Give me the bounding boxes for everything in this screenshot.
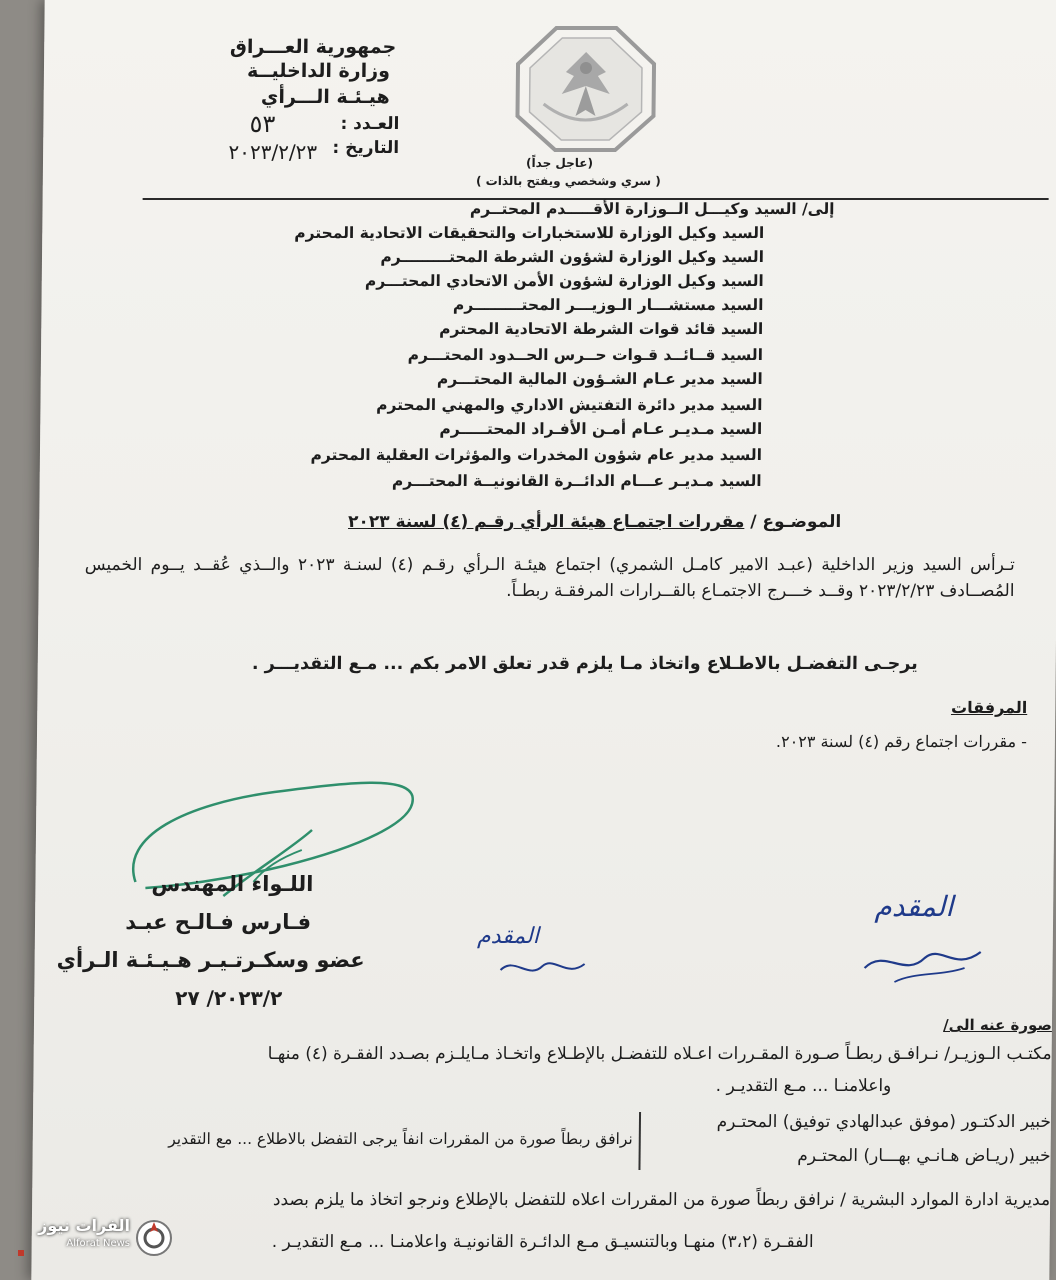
header-council: هيـئـة الـــرأي: [260, 86, 390, 108]
copies-line-7: الفقـرة (٣،٢) منهـا وبالتنسيـق مـع الدائـرة القانونيـة واعلامنـا ... مـع التقديـر .: [271, 1232, 814, 1252]
subject-label: الموضـوع /: [750, 512, 842, 532]
classification-urgent: (عاجل جداً): [526, 156, 594, 170]
attachments-title: المرفقات: [950, 698, 1028, 717]
subject-line: [348, 512, 841, 532]
watermark-arabic: الفرات نيوز: [38, 1216, 130, 1235]
body-request: يرجـى التفضـل بالاطـلاع واتخاذ مـا يلزم قدر تعلق الامر بكم ... مـع التقديـــر .: [251, 654, 918, 674]
header-republic: جمهورية العـــراق: [229, 36, 397, 58]
attachments-item: - مقررات اجتماع رقم (٤) لسنة ٢٠٢٣.: [775, 732, 1028, 751]
date-label: التاريخ :: [332, 138, 400, 158]
copies-line-4: خبير (ريـاض هـانـي بهـــار) المحتـرم: [797, 1146, 1051, 1166]
signature-date: ٢٠٢٣/٢/ ٢٧: [175, 986, 283, 1010]
date-value: ٢٠٢٣/٢/٢٣: [228, 140, 318, 164]
handwritten-initials-1: [494, 950, 594, 986]
recipient-line: السيد مـديـر عـــام الدائــرة القانونيــة المحتـــرم: [391, 472, 762, 490]
body-paragraph: تـرأس السيد وزير الداخلية (عبـد الامير كامـل الشمري) اجتماع هيئـة الـرأي رقـم (٤) لسنـة ٢٠٢٣ والــذي عُقــد يــوم الخميس المُصــادف ٢٠٢٣/٢/٢٣ وقــد خـــرج الاجتمـاع بالقــرارات المرفقـة ربطـاً.: [84, 555, 1015, 601]
watermark-red-square: [18, 1250, 24, 1256]
recipient-line: إلى/ السيد وكيـــل الــوزارة الأقـــــدم المحتــرم: [469, 200, 835, 218]
signature-rank: اللـواء المهندس: [151, 872, 314, 896]
watermark-logo-icon: [134, 1218, 174, 1258]
header-ministry: وزارة الداخليــة: [246, 60, 391, 82]
recipient-line: السيد قــائــد قـوات حــرس الحــدود المحتـــرم: [407, 346, 764, 364]
recipient-line: السيد مستشـــار الـوزيـــر المحتـــــــــرم: [452, 296, 764, 314]
recipient-line: السيد مـديـر عـام أمـن الأفـراد المحتـــــرم: [439, 420, 763, 438]
handwritten-initials-2: [854, 928, 995, 988]
handwritten-note-1: المقدم: [476, 924, 540, 949]
classification-secret: ( سري وشخصي ويفتح بالذات ): [475, 174, 661, 188]
recipient-line: السيد مدير عام شؤون المخدرات والمؤثرات العقلية المحترم: [310, 446, 763, 464]
signature-role: عضو وسكـرتـيـر هـيـئـة الـرأي: [56, 948, 365, 972]
recipient-line: السيد قائد قوات الشرطة الاتحادية المحترم: [439, 320, 764, 338]
copies-brace: [638, 1112, 641, 1170]
handwritten-note-2: المقدم: [874, 890, 954, 923]
signature-scribble: [105, 770, 427, 920]
copies-title: صورة عنه الى/: [943, 1016, 1053, 1034]
subject-text: مقررات اجتمـاع هيئة الرأي رقـم (٤) لسنة ٢٠٢٣: [347, 512, 745, 532]
recipient-line: السيد مدير دائرة التفتيش الاداري والمهني المحترم: [376, 396, 763, 414]
copies-line-1: مكتـب الـوزيـر/ نـرافـق ربطـاً صـورة المقـررات اعـلاه للتفضـل بالإطـلاع واتخـاذ مـايلـزم بصـدد الفقـرة (٤) منهـا: [267, 1044, 1052, 1064]
recipient-line: السيد وكيل الوزارة لشؤون الشرطة المحتـــــــــرم: [380, 248, 765, 266]
watermark: [8, 1214, 178, 1266]
copies-line-5: نرافق ربطاً صورة من المقررات انفاً يرجى التفضل بالاطلاع ... مع التقدير: [168, 1130, 633, 1148]
document-sheet: [31, 0, 1056, 1280]
recipient-line: السيد وكيل الوزارة لشؤون الأمن الاتحادي المحتـــرم: [364, 272, 764, 290]
ministry-emblem: [513, 24, 658, 154]
number-value: ٥٣: [249, 110, 276, 138]
signature-name: فـارس فـالـح عبـد: [125, 910, 312, 934]
copies-line-6: مديرية ادارة الموارد البشرية / نرافق ربطاً صورة من المقررات اعلاه للتفضل بالإطلاع ونرجو اتخاذ ما يلزم بصدد: [272, 1190, 1051, 1210]
watermark-english: Alforat News: [66, 1238, 130, 1249]
number-label: العـدد :: [340, 114, 400, 134]
copies-line-3: خبير الدكتـور (موفق عبدالهادي توفيق) المحتـرم: [716, 1112, 1052, 1132]
recipient-line: السيد وكيل الوزارة للاستخبارات والتحقيقات الاتحادية المحترم: [294, 224, 765, 242]
copies-line-2: واعلامنـا ... مـع التقديـر .: [715, 1076, 892, 1096]
recipient-line: السيد مدير عـام الشـؤون المالية المحتـــرم: [436, 370, 763, 388]
